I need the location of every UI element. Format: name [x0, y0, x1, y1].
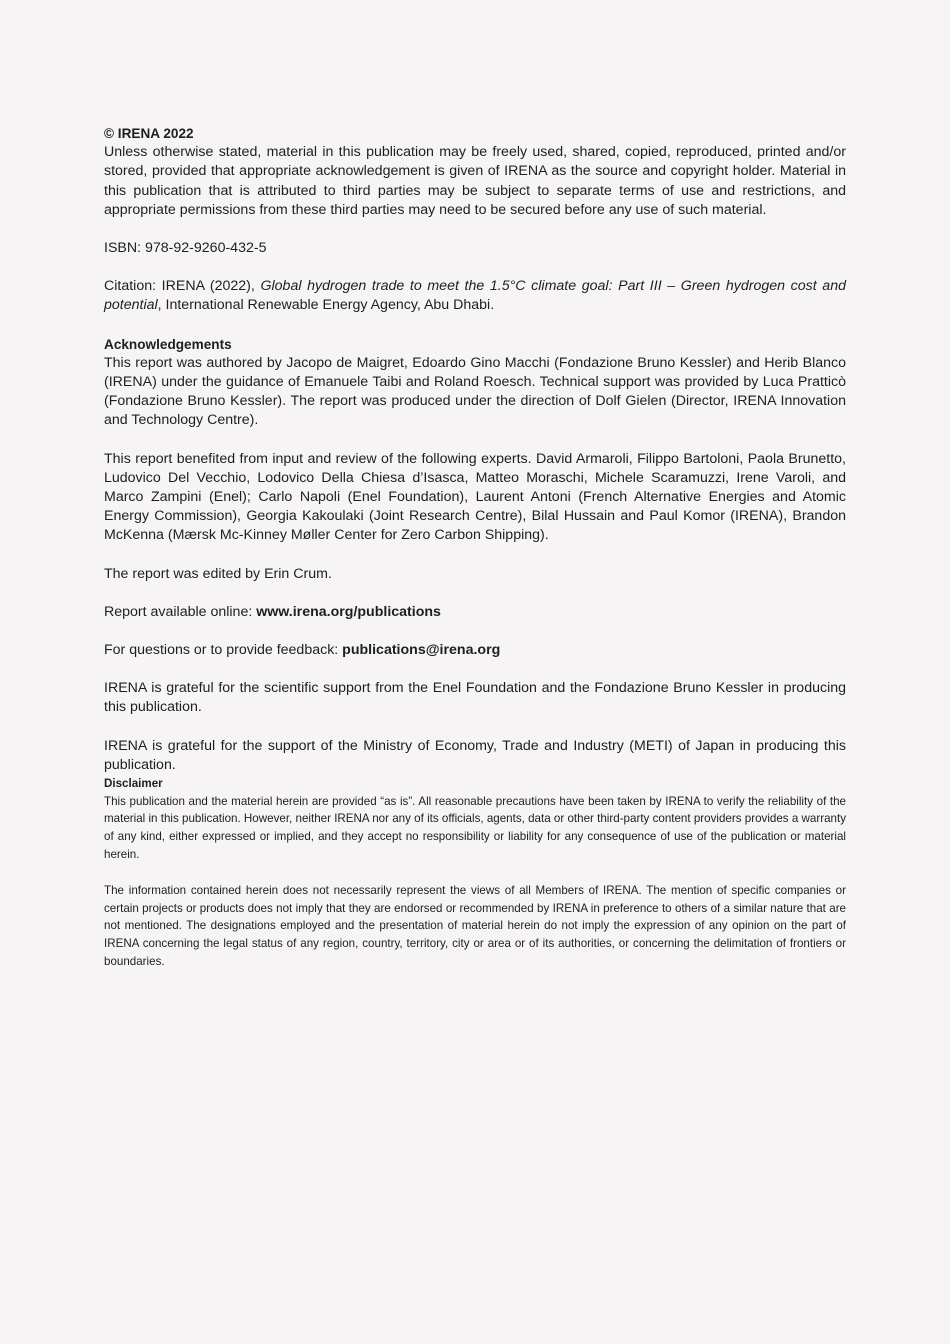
report-online — [104, 603, 846, 622]
publications-link[interactable]: www.irena.org/publications — [256, 603, 441, 620]
citation — [104, 277, 846, 315]
isbn: ISBN: 978-92-9260-432-5 — [104, 240, 267, 257]
disclaimer-heading: Disclaimer — [104, 777, 163, 791]
disclaimer-paragraph-1: This publication and the material herein are provided “as is”. All reasonable precautions have been taken by IRENA to verify the reliability of the material in this publication. However, neither IRENA nor any of its officials, agents, data or other third-party content providers provides a warranty of any kind, either expressed or implied, and they accept no responsibility or liability for any consequence of use of the publication or material herein. — [104, 794, 846, 862]
citation-title: Global hydrogen trade to meet the 1.5°C climate goal: Part III – Green hydrogen cost and potential — [104, 278, 846, 314]
disclaimer-paragraph-2: The information contained herein does not necessarily represent the views of all Members of IRENA. The mention of specific companies or certain projects or products does not imply that they are endorsed or recommended by IRENA in preference to others of a similar nature that are not mentioned. The designations employed and the presentation of material herein do not imply the expression of any opinion on the part of IRENA concerning the legal status of any region, country, territory, city or area or of its authorities, or concerning the delimitation of frontiers or boundaries. — [104, 883, 846, 969]
acknowledgements-reviewers: This report benefited from input and review of the following experts. David Armaroli, Filippo Bartoloni, Paola Brunetto, Ludovico Del Vecchio, Lodovico Della Chiesa d’Isasca, Matteo Moraschi, Michele Scaramuzzi, Irene Varoli, and Marco Zampini (Enel); Carlo Napoli (Enel Foundation), Laurent Antoni (French Alternative Energies and Atomic Energy Commission), Georgia Kakoulaki (Joint Research Centre), Bilal Hussain and Paul Komor (IRENA), Brandon McKenna (Mærsk Mc-Kinney Møller Center for Zero Carbon Shipping). — [104, 450, 846, 544]
copyright-heading: © IRENA 2022 — [104, 126, 194, 141]
feedback-email-link[interactable]: publications@irena.org — [342, 642, 501, 659]
citation-suffix: , International Renewable Energy Agency, Abu Dhabi. — [157, 297, 495, 314]
acknowledgements-authors: This report was authored by Jacopo de Maigret, Edoardo Gino Macchi (Fondazione Bruno Kessler) and Herib Blanco (IRENA) under the guidance of Emanuele Taibi and Roland Roesch. Technical support was provided by Luca Pratticò (Fondazione Bruno Kessler). The report was produced under the direction of Dolf Gielen (Director, IRENA Innovation and Technology Centre). — [104, 354, 846, 429]
editor-note: The report was edited by Erin Crum. — [104, 565, 332, 582]
acknowledgements-heading: Acknowledgements — [104, 336, 232, 352]
feedback-label: For questions or to provide feedback: — [104, 642, 343, 659]
copyright-text: Unless otherwise stated, material in this publication may be freely used, shared, copied, reproduced, printed and/or stored, provided that appropriate acknowledgement is given of IRENA as the source and copyright holder. Material in this publication that is attributed to third parties may be subject to separate terms of use and restrictions, and appropriate permissions from these third parties may need to be secured before any use of such material. — [104, 144, 846, 218]
grateful-enel-fbk: IRENA is grateful for the scientific support from the Enel Foundation and the Fondazione Bruno Kessler in producing this publication. — [104, 680, 846, 716]
report-online-label: Report available online: — [104, 603, 257, 620]
grateful-meti: IRENA is grateful for the support of the Ministry of Economy, Trade and Industry (METI) of Japan in producing this publication. — [104, 737, 846, 773]
copyright-page-content — [104, 124, 846, 971]
feedback — [104, 641, 846, 660]
citation-prefix: Citation: IRENA (2022), — [104, 278, 261, 295]
